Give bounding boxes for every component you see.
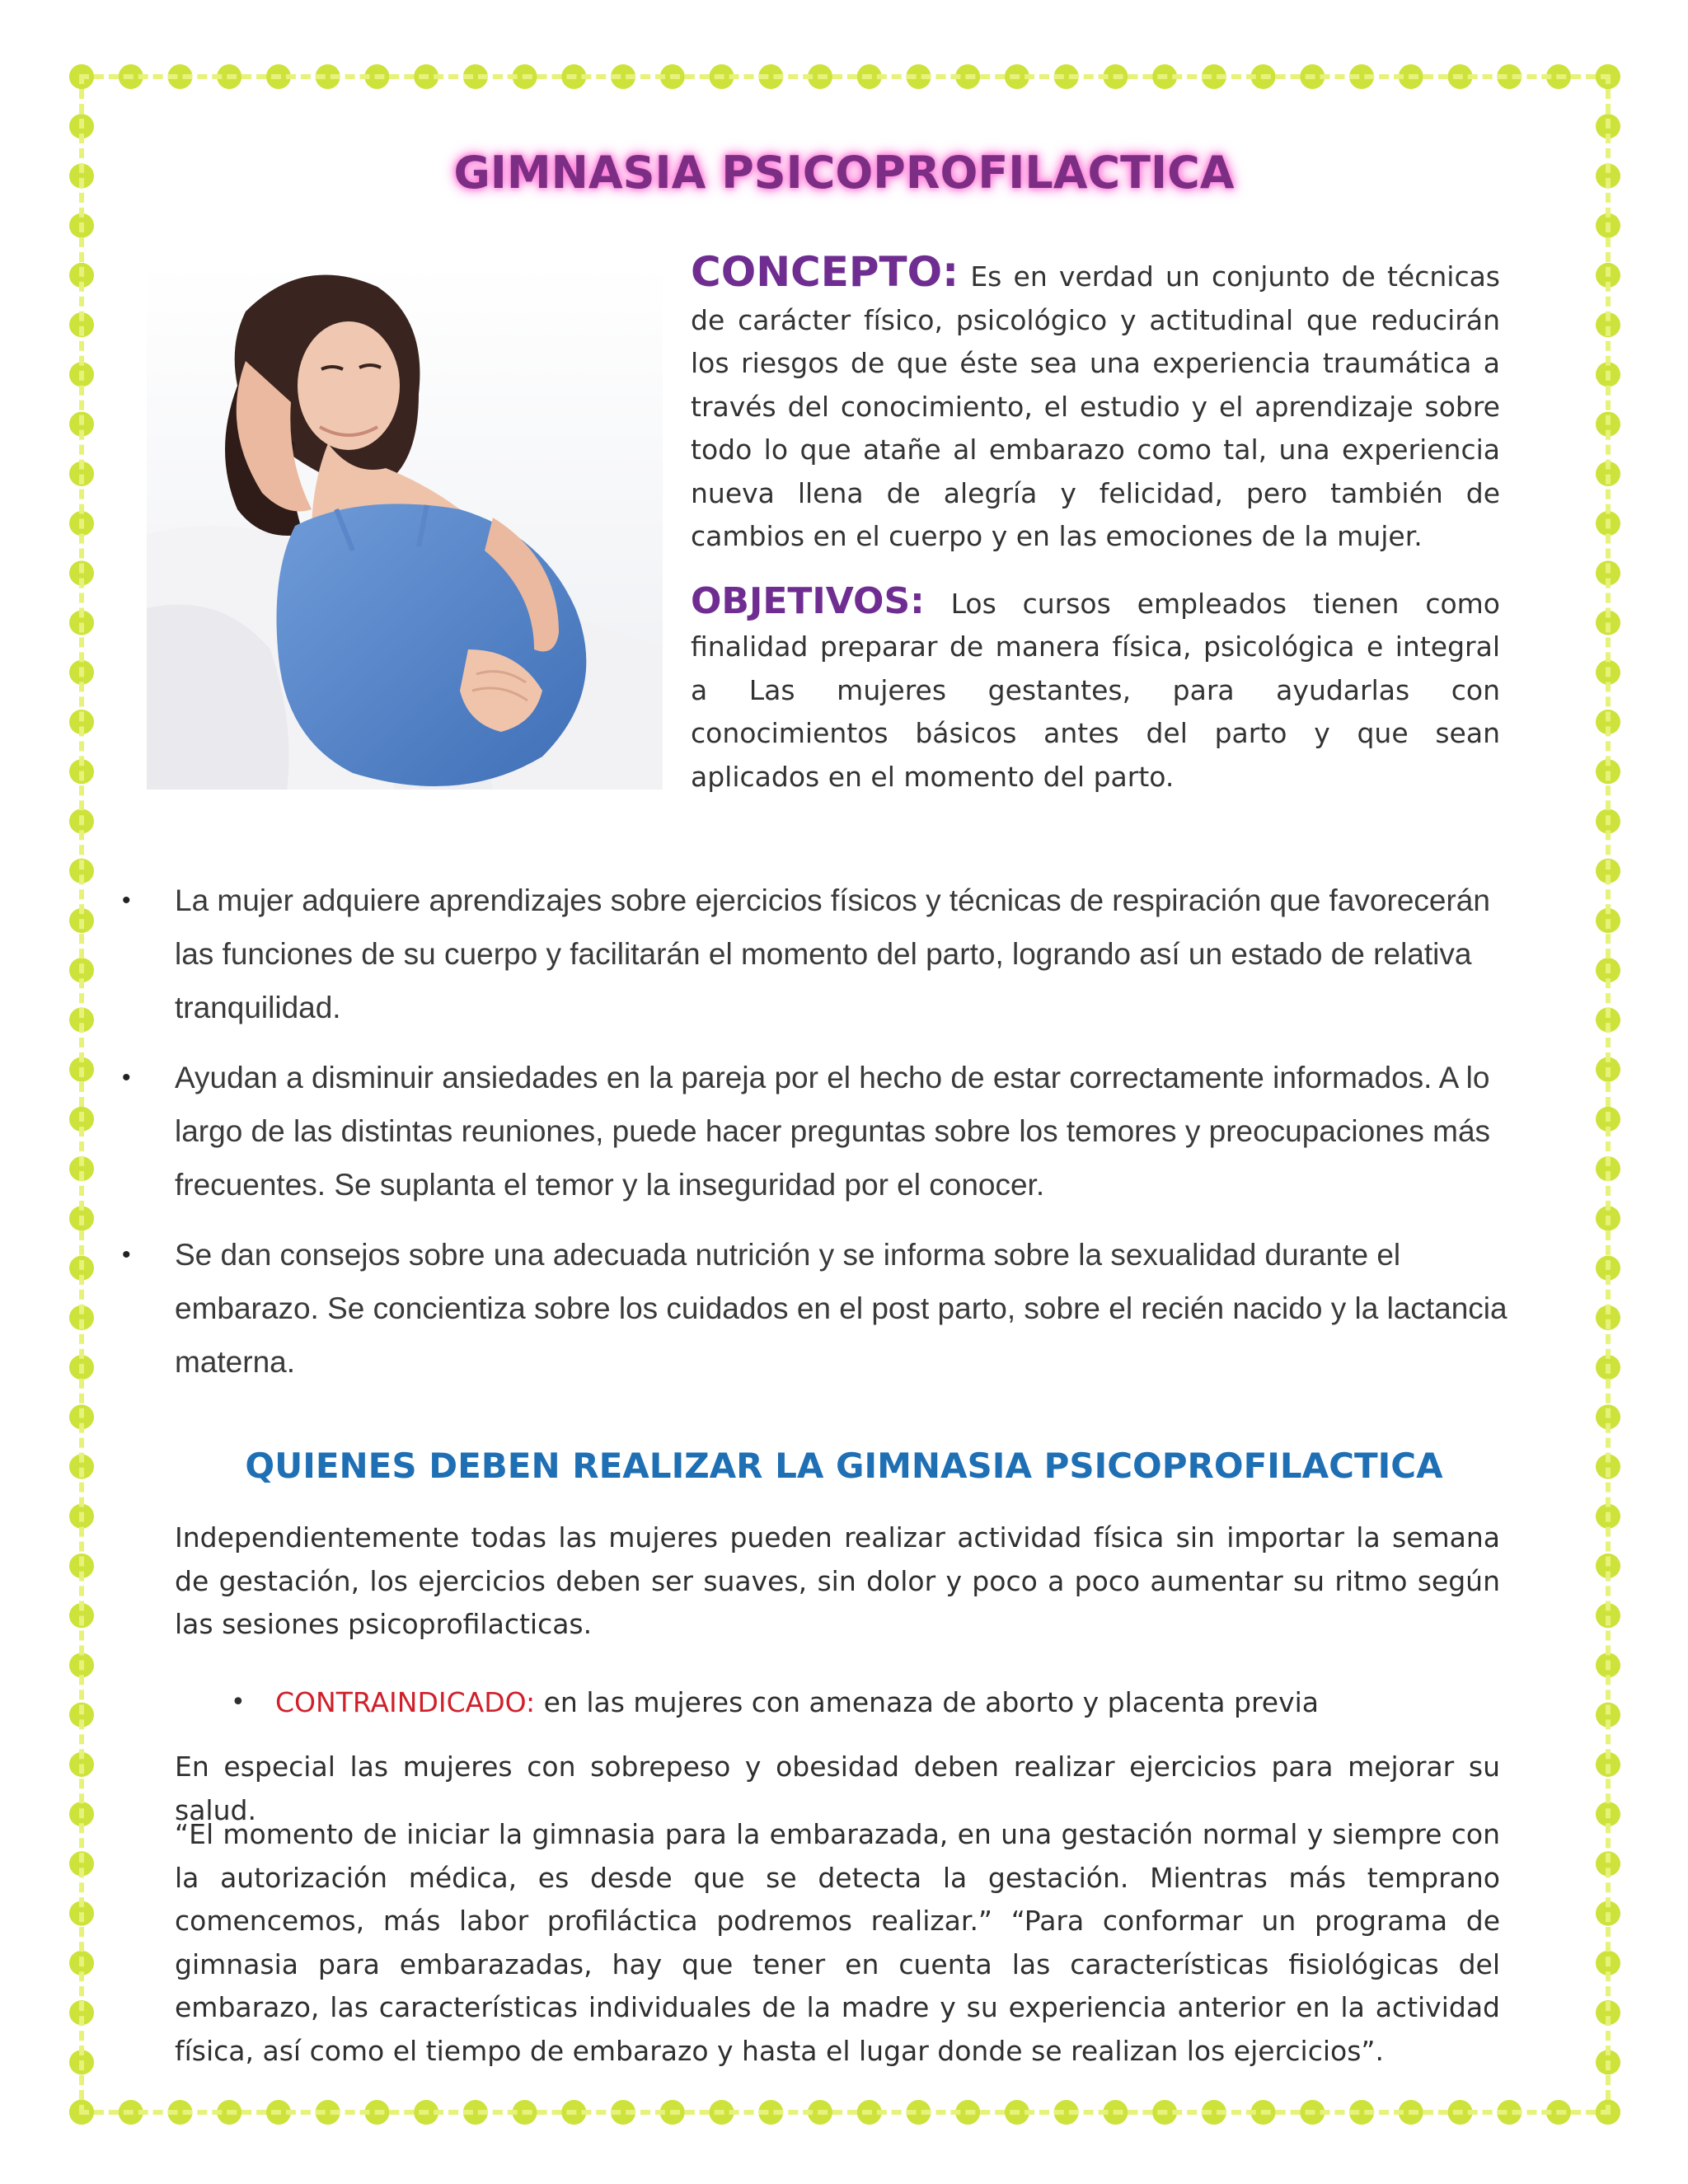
objectives-text: Los cursos empleados tienen como finalidad preparar de manera física, psicológica e integral a Las mujeres gestantes, para ayudarlas con conocimientos básicos antes del parto y que sean aplicados en el momento del parto.	[691, 587, 1500, 793]
contraindication-item	[231, 1681, 1500, 1724]
objectives-paragraph	[691, 580, 1500, 799]
bullet-icon: •	[122, 1241, 131, 1268]
list-item-text: La mujer adquiere aprendizajes sobre ejercicios físicos y técnicas de respiración que favorecerán las funciones de su cuerpo y facilitarán el momento del parto, logrando así un estado de relativa tranquilidad.	[175, 883, 1490, 1024]
concept-paragraph	[691, 248, 1500, 559]
list-item	[107, 1051, 1508, 1212]
list-item-text: Se dan consejos sobre una adecuada nutrición y se informa sobre la sexualidad durante el embarazo. Se concientiza sobre los cuidados en el post parto, sobre el recién nacido y la lactancia materna.	[175, 1238, 1507, 1379]
contraindication-label: CONTRAINDICADO:	[275, 1686, 536, 1718]
intro-block	[691, 248, 1500, 799]
benefits-list	[107, 874, 1508, 1405]
paragraph-obesity: En especial las mujeres con sobrepeso y obesidad deben realizar ejercicios para mejorar su salud.	[175, 1750, 1500, 1826]
list-item	[107, 1228, 1508, 1389]
paragraph-independently: Independientemente todas las mujeres pueden realizar actividad física sin importar la semana de gestación, los ejercicios deben ser suaves, sin dolor y poco a poco aumentar su ritmo según las sesiones psicoprofilacticas.	[175, 1521, 1500, 1640]
concept-label: CONCEPTO:	[691, 248, 959, 296]
bullet-icon: •	[122, 887, 131, 914]
pregnant-woman-photo	[147, 262, 663, 790]
section-heading: QUIENES DEBEN REALIZAR LA GIMNASIA PSICOPROFILACTICA	[245, 1446, 1443, 1486]
concept-text: Es en verdad un conjunto de técnicas de carácter físico, psicológico y actitudinal que reducirán los riesgos de que éste sea una experiencia traumática a través del conocimiento, el estudio y el aprendizaje sobre todo lo que atañe al embarazo como tal, una experiencia nueva llena de alegría y felicidad, pero también de cambios en el cuerpo y en las emociones de la mujer.	[691, 260, 1500, 552]
bullet-icon: •	[122, 1064, 131, 1091]
objectives-label: OBJETIVOS:	[691, 579, 925, 622]
bullet-icon: •	[231, 1688, 246, 1717]
contraindication-text: en las mujeres con amenaza de aborto y placenta previa	[535, 1686, 1320, 1718]
paragraph-quote: “El momento de iniciar la gimnasia para la embarazada, en una gestación normal y siempre con la autorización médica, es desde que se detecta la gestación. Mientras más temprano comencemos, más labor profiláctica podremos realizar.” “Para conformar un programa de gimnasia para embarazadas, hay que tener en cuenta las características fisiológicas del embarazo, las características individuales de la madre y su experiencia anterior en la actividad física, así como el tiempo de embarazo y hasta el lugar donde se realizan los ejercicios”.	[175, 1818, 1500, 2067]
page-title: GIMNASIA PSICOPROFILACTICA	[453, 147, 1235, 199]
list-item-text: Ayudan a disminuir ansiedades en la pareja por el hecho de estar correctamente informados. A lo largo de las distintas reuniones, puede hacer preguntas sobre los temores y preocupaciones más frecuentes. Se suplanta el temor y la inseguridad por el conocer.	[175, 1061, 1491, 1202]
list-item	[107, 874, 1508, 1034]
